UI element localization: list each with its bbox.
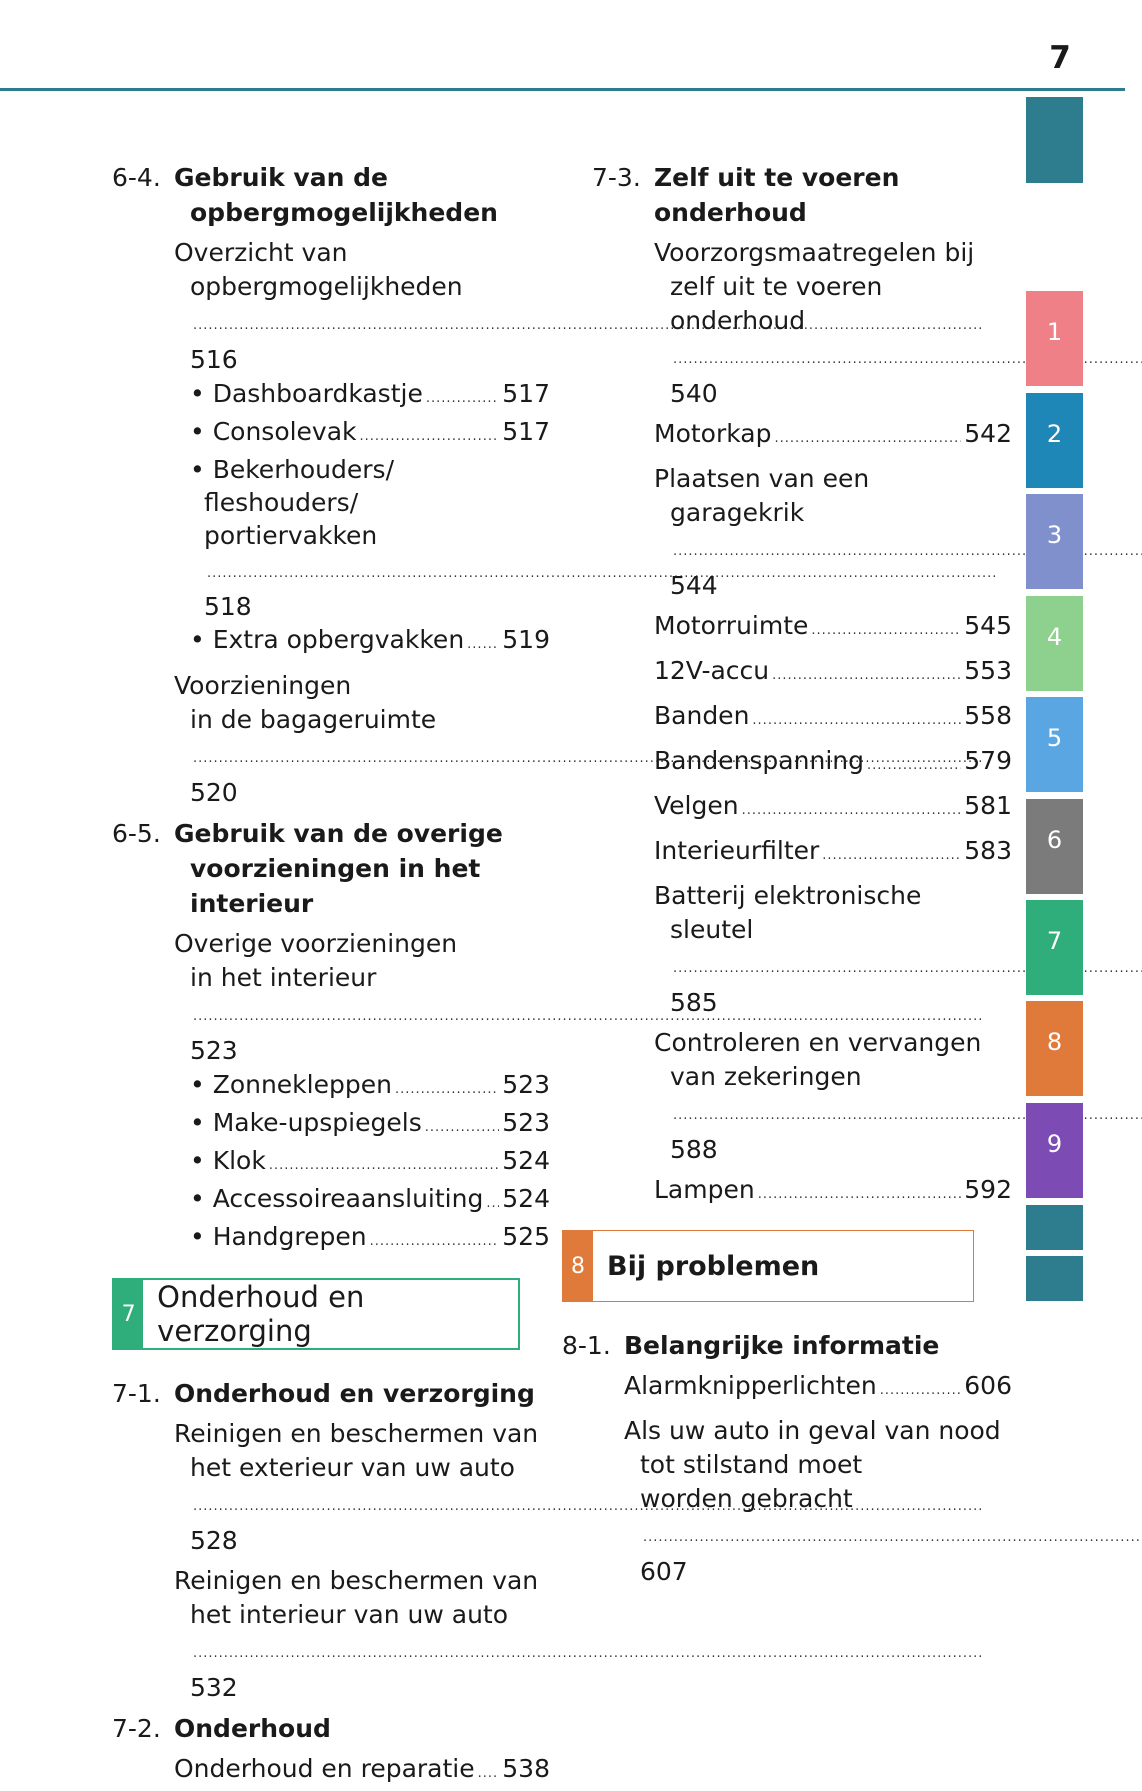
page-ref: 592 [964,1175,1012,1204]
section-7-3 [592,160,1012,230]
page-ref: 542 [964,419,1012,448]
entry-text: • Make-upspiegels [190,1108,422,1137]
page-ref: 523 [502,1108,550,1137]
page-ref: 544 [670,571,718,600]
entry-text: Onderhoud en reparatie [174,1754,475,1783]
side-tab-index-2[interactable] [1026,1256,1083,1301]
entry-text: Interieurfilter [654,836,820,865]
page-ref: 585 [670,988,718,1017]
section-6-4 [112,160,550,230]
entry-text: Controleren en vervangen [654,1028,982,1057]
page-ref: 520 [190,778,238,807]
side-tab-7[interactable]: 7 [1026,900,1083,995]
section-number: 6-5. [112,819,161,848]
toc-entry-voorzorg[interactable] [654,236,1012,411]
side-tab-top[interactable] [1026,97,1083,183]
chapter-title: Onderhoud en verzorging [157,1280,365,1348]
page-ref: 525 [502,1222,550,1251]
toc-bullet-dashboard[interactable] [174,377,550,415]
section-8-1 [562,1328,1012,1363]
toc-entry-interieur[interactable] [174,1564,550,1705]
page-ref: 524 [502,1146,550,1175]
toc-entry-bandenspanning[interactable] [654,744,1012,783]
page-ref: 518 [204,592,252,621]
page-ref: 517 [502,379,550,408]
entry-text: Batterij elektronische [654,881,922,910]
toc-bullet-zonnekleppen[interactable] [174,1068,550,1106]
section-title-cont: opbergmogelijkheden [190,198,498,227]
page-ref: 553 [964,656,1012,685]
entry-text: Plaatsen van een [654,464,870,493]
entry-text: • Bekerhouders/ [190,455,394,484]
section-title: Zelf uit te voeren onderhoud [654,163,900,227]
page-ref: 524 [502,1184,550,1213]
entry-text: onderhoud [670,306,806,335]
page-ref: 516 [190,345,238,374]
page-ref: 558 [964,701,1012,730]
toc-bullet-accessoire[interactable] [174,1182,550,1220]
entry-text: 12V-accu [654,656,770,685]
chapter-7-header[interactable] [112,1278,520,1350]
toc-entry-overige[interactable] [174,927,550,1068]
toc-entry-banden[interactable] [654,699,1012,738]
entry-text: portiervakken [204,521,378,550]
entry-text: het interieur van uw auto [190,1600,509,1629]
section-7-2 [112,1711,550,1746]
chapter-8-header[interactable] [562,1230,974,1302]
entry-text: garagekrik [670,498,805,527]
entry-text: van zekeringen [670,1062,862,1091]
section-7-1 [112,1376,550,1411]
toc-bullet-console[interactable] [174,415,550,453]
page-ref: 545 [964,611,1012,640]
entry-text: Voorzieningen [174,671,352,700]
chapter-number: 7 [114,1280,143,1348]
section-number: 8-1. [562,1331,611,1360]
section-number: 7-3. [592,163,641,192]
entry-text: Lampen [654,1175,755,1204]
toc-entry-motorruimte[interactable] [654,609,1012,648]
section-number: 7-2. [112,1714,161,1743]
chapter-title: Bij problemen [607,1250,820,1282]
entry-text: Overzicht van [174,238,348,267]
toc-entry-lampen[interactable] [654,1173,1012,1212]
entry-text: Alarmknipperlichten [624,1371,877,1400]
side-tab-5[interactable]: 5 [1026,697,1083,792]
toc-entry-velgen[interactable] [654,789,1012,828]
entry-text: Banden [654,701,750,730]
toc-entry-interieurfilter[interactable] [654,834,1012,873]
side-tab-9[interactable]: 9 [1026,1103,1083,1198]
section-title: Gebruik van de overige [174,819,503,848]
side-tab-4[interactable]: 4 [1026,596,1083,691]
entry-text: in het interieur [190,963,377,992]
page-ref: 528 [190,1526,238,1555]
section-title: Onderhoud [174,1714,331,1743]
entry-text: Reinigen en beschermen van [174,1419,539,1448]
page-ref: 581 [964,791,1012,820]
entry-text: Reinigen en beschermen van [174,1566,539,1595]
page-ref: 523 [190,1036,238,1065]
toc-entry-voorzieningen[interactable] [174,669,550,810]
toc-entry-zekeringen[interactable] [654,1026,1012,1167]
toc-bullet-klok[interactable] [174,1144,550,1182]
section-title: Gebruik van de [174,163,388,192]
entry-text: • Klok [190,1146,266,1175]
toc-entry-batterij[interactable] [654,879,1012,1020]
page-ref: 607 [640,1557,688,1586]
toc-entry-motorkap[interactable] [654,417,1012,456]
toc-entry-nood[interactable] [624,1414,1012,1589]
side-tab-1[interactable]: 1 [1026,291,1083,386]
entry-text: in de bagageruimte [190,705,437,734]
page-ref: 606 [964,1371,1012,1400]
entry-text: • Zonnekleppen [190,1070,392,1099]
section-title: Belangrijke informatie [624,1331,940,1360]
header-rule [0,88,1125,91]
entry-text: Overige voorzieningen [174,929,458,958]
section-number: 6-4. [112,163,161,192]
page-ref: 583 [964,836,1012,865]
entry-text: tot stilstand moet [640,1450,863,1479]
page-ref: 579 [964,746,1012,775]
entry-text: het exterieur van uw auto [190,1453,515,1482]
toc-entry-garagekrik[interactable] [654,462,1012,603]
toc-entry-reparatie[interactable] [174,1752,550,1791]
side-tab-index-1[interactable] [1026,1205,1083,1250]
side-tab-2[interactable]: 2 [1026,393,1083,488]
side-tab-6[interactable]: 6 [1026,799,1083,894]
entry-text: fleshouders/ [204,488,359,517]
entry-text: • Accessoireaansluiting [190,1184,484,1213]
section-title: Onderhoud en verzorging [174,1379,535,1408]
toc-left-column [112,160,550,1791]
page-ref: 540 [670,379,718,408]
toc-right-column [562,160,1012,1589]
entry-text: • Handgrepen [190,1222,367,1251]
entry-text: zelf uit te voeren [670,272,883,301]
toc-bullet-bekerhouders[interactable] [174,453,550,623]
entry-text: Als uw auto in geval van nood [624,1416,1001,1445]
side-tab-3[interactable]: 3 [1026,494,1083,589]
entry-text: Motorruimte [654,611,809,640]
toc-entry-alarm[interactable] [624,1369,1012,1408]
page-ref: 538 [502,1754,550,1783]
toc-entry-overzicht[interactable] [174,236,550,377]
toc-entry-accu[interactable] [654,654,1012,693]
entry-text: • Consolevak [190,417,357,446]
entry-text: Bandenspanning [654,746,864,775]
entry-text: opbergmogelijkheden [190,272,463,301]
entry-text: sleutel [670,915,754,944]
entry-text: worden gebracht [640,1484,853,1513]
page-ref: 517 [502,417,550,446]
entry-text: Velgen [654,791,739,820]
side-tab-8[interactable]: 8 [1026,1001,1083,1096]
entry-text: Motorkap [654,419,772,448]
section-6-5 [112,816,550,921]
page-ref: 532 [190,1673,238,1702]
section-number: 7-1. [112,1379,161,1408]
toc-bullet-extra[interactable] [174,623,550,661]
toc-bullet-handgrepen[interactable] [174,1220,550,1258]
entry-text: • Extra opbergvakken [190,625,465,654]
toc-entry-exterieur[interactable] [174,1417,550,1558]
entry-text: • Dashboardkastje [190,379,423,408]
page-ref: 523 [502,1070,550,1099]
page-ref: 588 [670,1135,718,1164]
entry-text: Voorzorgsmaatregelen bij [654,238,975,267]
chapter-number: 8 [563,1231,593,1301]
section-title-cont: voorzieningen in het interieur [190,854,481,918]
page-ref: 519 [502,625,550,654]
page-number: 7 [1049,40,1071,76]
toc-bullet-make-up[interactable] [174,1106,550,1144]
